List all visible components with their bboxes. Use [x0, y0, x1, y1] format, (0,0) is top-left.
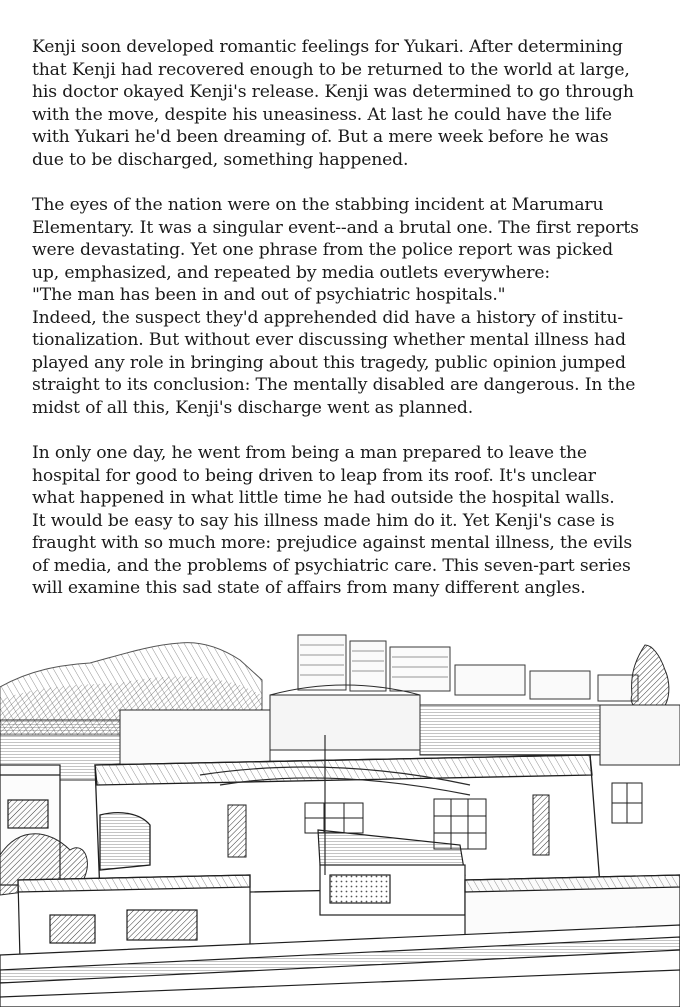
text-line: Elementary. It was a singular event--and a brutal one. The first reports: [32, 217, 639, 238]
text-line: Indeed, the suspect they'd apprehended did have a history of institu-: [32, 307, 624, 328]
text-line: up, emphasized, and repeated by media outlets everywhere:: [32, 262, 550, 283]
paragraph-2: [32, 194, 662, 419]
text-line: straight to its conclusion: The mentally disabled are dangerous. In the: [32, 375, 636, 395]
text-line: The eyes of the nation were on the stabbing incident at Marumaru: [32, 195, 604, 215]
text-line: midst of all this, Kenji's discharge went as planned.: [32, 397, 474, 418]
text-line: "The man has been in and out of psychiatric hospitals.": [32, 285, 506, 305]
text-line: In only one day, he went from being a man prepared to leave the: [32, 443, 587, 463]
paragraph-3: [32, 442, 662, 600]
text-line: with Yukari he'd been dreaming of. But a mere week before he was: [32, 127, 609, 147]
tree: [631, 645, 669, 713]
article-text: [32, 36, 662, 623]
text-line: tionalization. But without ever discussing whether mental illness had: [32, 330, 626, 350]
text-line: will examine this sad state of affairs from many different angles.: [32, 578, 586, 598]
text-line: Kenji soon developed romantic feelings for Yukari. After determining: [32, 37, 623, 57]
city-rooftops-illustration: [0, 625, 680, 1007]
text-line: It would be easy to say his illness made him do it. Yet Kenji's case is: [32, 510, 615, 531]
text-line: due to be discharged, something happened.: [32, 149, 409, 170]
text-line: with the move, despite his uneasiness. At last he could have the life: [32, 104, 612, 125]
text-line: of media, and the problems of psychiatric care. This seven-part series: [32, 555, 631, 576]
text-line: that Kenji had recovered enough to be returned to the world at large,: [32, 59, 630, 80]
text-line: what happened in what little time he had outside the hospital walls.: [32, 488, 615, 508]
text-line: his doctor okayed Kenji's release. Kenji was determined to go through: [32, 82, 634, 102]
paragraph-1: [32, 36, 662, 171]
far-skyline: [298, 635, 638, 701]
text-line: fraught with so much more: prejudice against mental illness, the evils: [32, 533, 632, 553]
text-line: hospital for good to being driven to leap from its roof. It's unclear: [32, 465, 596, 486]
text-line: were devastating. Yet one phrase from the police report was picked: [32, 240, 613, 260]
text-line: played any role in bringing about this tragedy, public opinion jumped: [32, 352, 626, 373]
